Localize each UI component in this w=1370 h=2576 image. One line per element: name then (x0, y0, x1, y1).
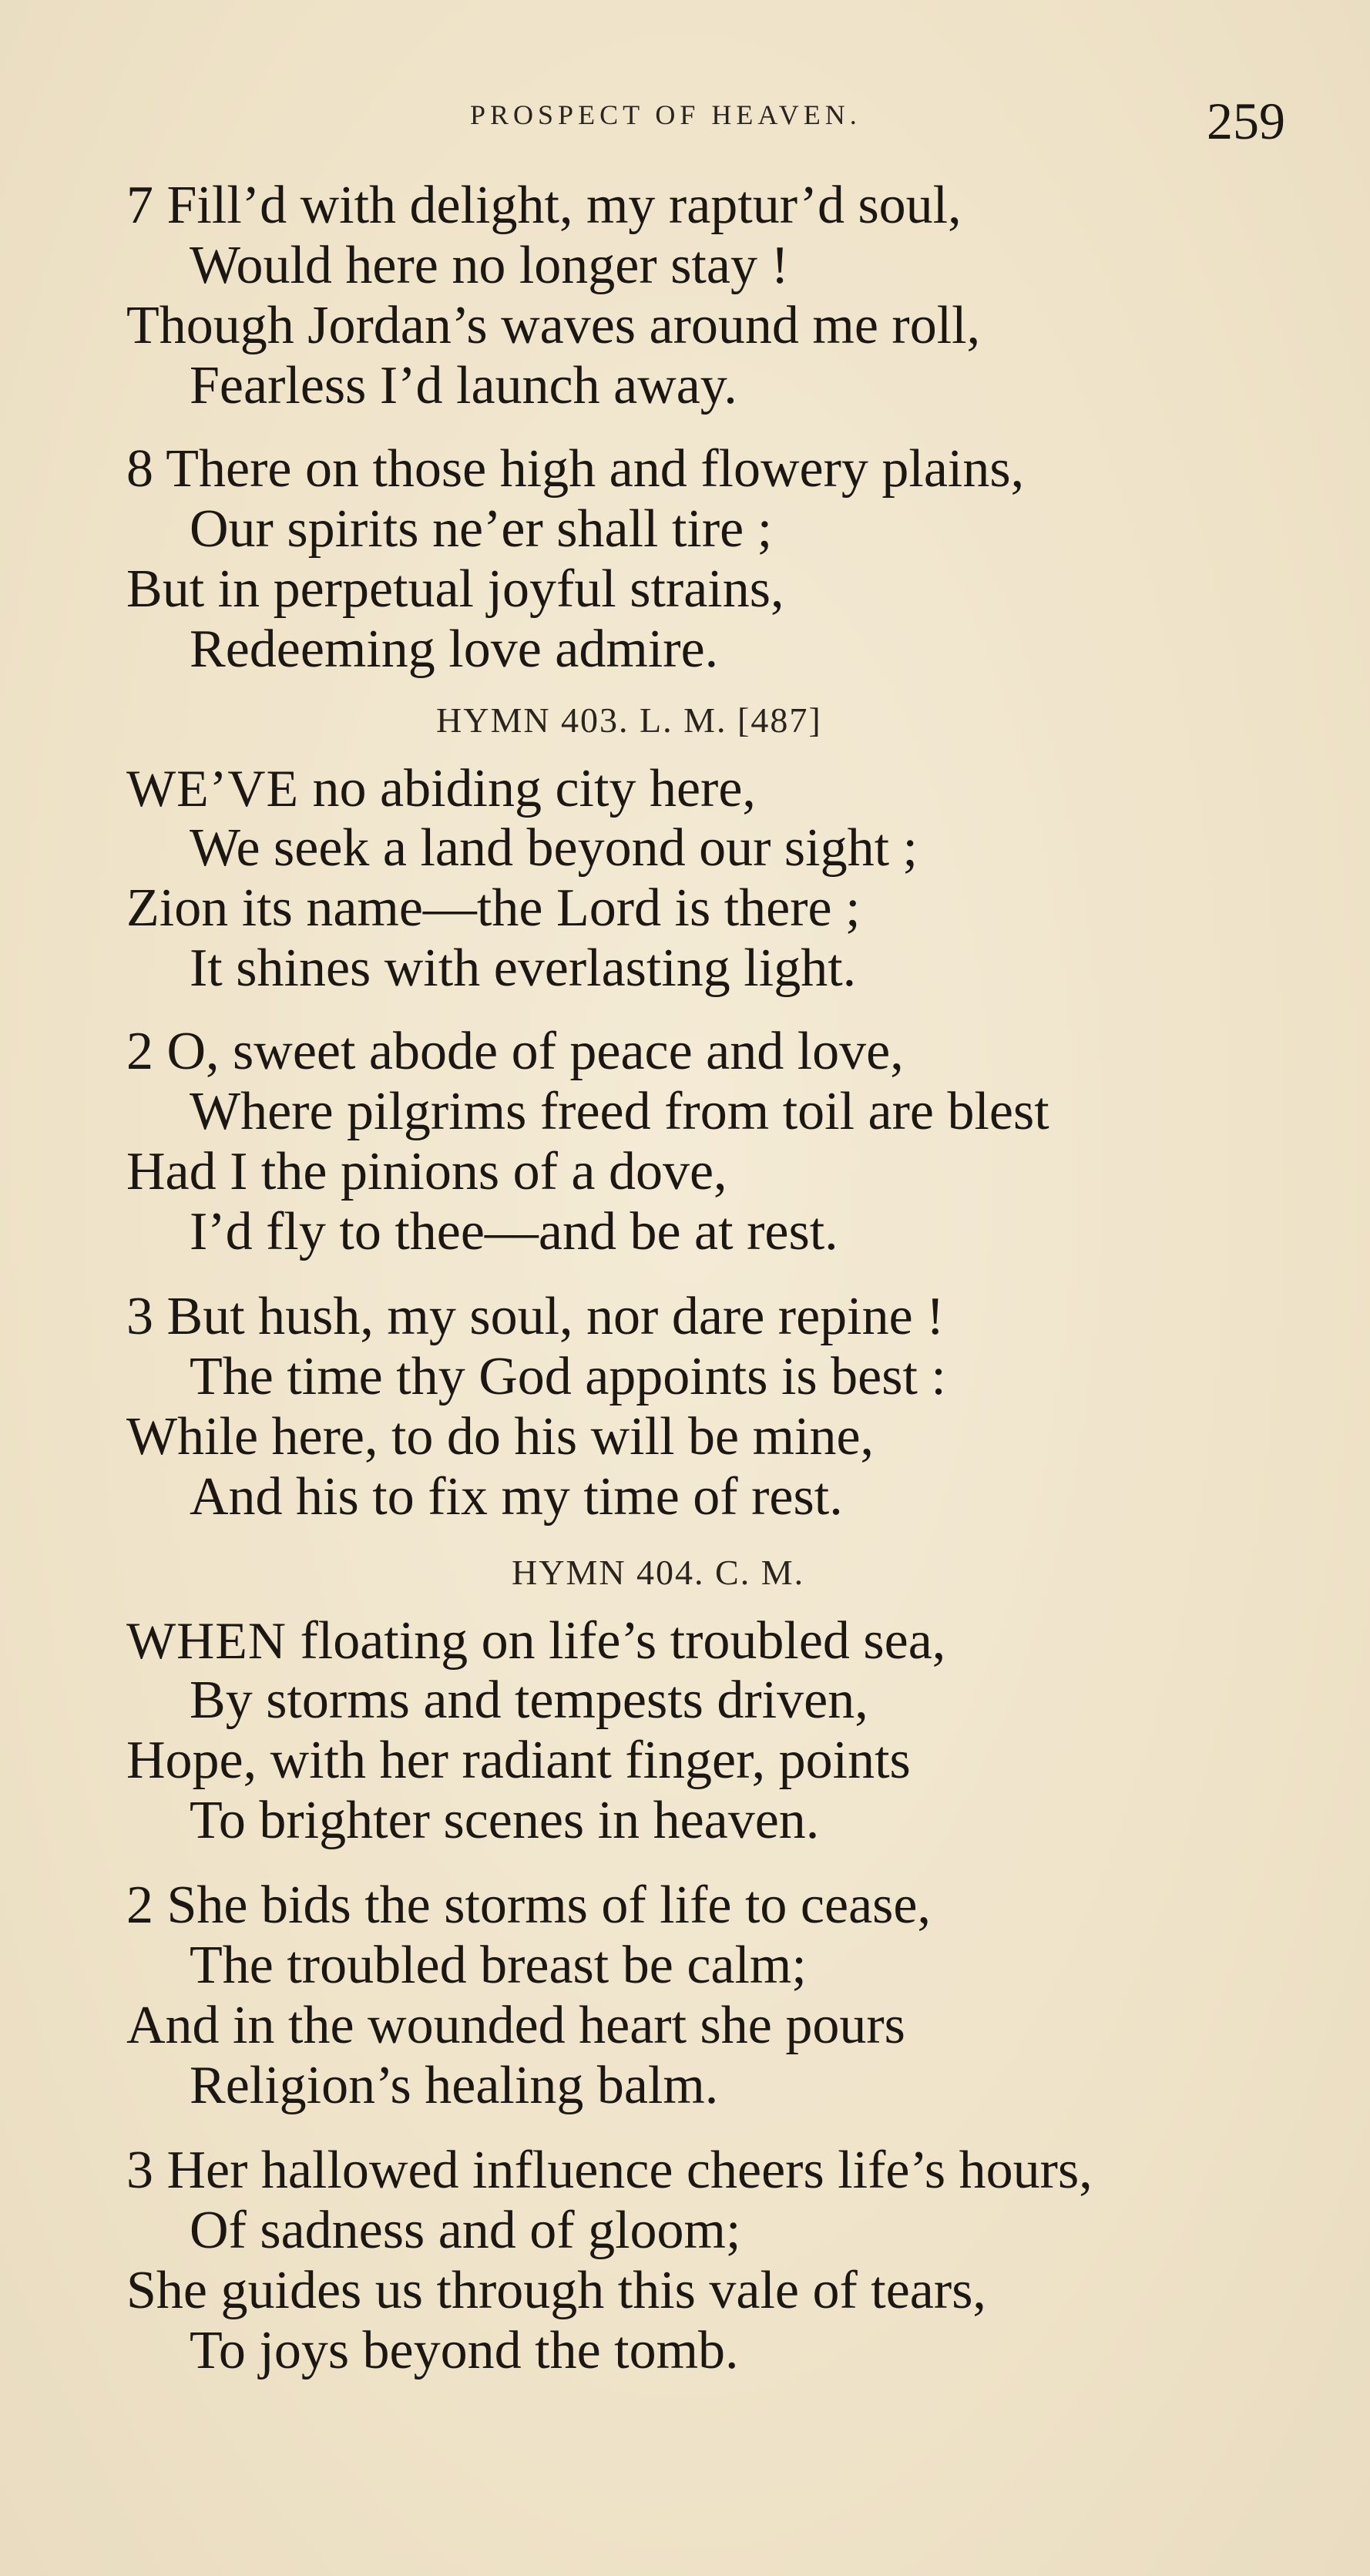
verse-line (126, 758, 756, 819)
verse-line: Zion its name—the Lord is there ; (126, 878, 861, 938)
verse-line: Though Jordan’s waves around me roll, (126, 296, 981, 355)
verse-line (126, 1610, 945, 1671)
hymn-heading: HYMN 403. L. M. [487] (436, 700, 822, 740)
verse-line: 7 Fill’d with delight, my raptur’d soul, (126, 176, 962, 235)
hymn-heading: HYMN 404. C. M. (512, 1553, 805, 1592)
verse-line: Where pilgrims freed from toil are blest (190, 1082, 1049, 1141)
verse-line: 8 There on those high and flowery plains, (126, 439, 1025, 499)
verse-line: By storms and tempests driven, (190, 1671, 868, 1730)
verse-line: I’d fly to thee—and be at rest. (190, 1202, 838, 1261)
verse-line: Religion’s healing balm. (190, 2056, 719, 2115)
verse-line: Fearless I’d launch away. (190, 356, 737, 415)
verse-line: The troubled breast be calm; (190, 1936, 807, 1995)
verse-line: And in the wounded heart she pours (126, 1996, 905, 2055)
verse-line-rest: no abiding city here, (299, 759, 756, 818)
verse-line: Redeeming love admire. (190, 620, 719, 679)
first-word: WE’VE (126, 759, 300, 818)
verse-line: And his to fix my time of rest. (190, 1467, 843, 1526)
verse-line: It shines with everlasting light. (190, 939, 857, 998)
verse-line-rest: floating on life’s troubled sea, (286, 1611, 946, 1671)
verse-line: To joys beyond the tomb. (190, 2321, 739, 2380)
verse-line: The time thy God appoints is best : (190, 1347, 946, 1406)
verse-line: 2 O, sweet abode of peace and love, (126, 1022, 904, 1081)
first-word: WHEN (126, 1611, 287, 1670)
verse-line: We seek a land beyond our sight ; (190, 818, 918, 878)
verse-line: Had I the pinions of a dove, (126, 1142, 727, 1201)
verse-line: Would here no longer stay ! (190, 236, 789, 295)
verse-line: 3 But hush, my soul, nor dare repine ! (126, 1287, 945, 1346)
verse-line: 3 Her hallowed influence cheers life’s hours, (126, 2141, 1093, 2200)
verse-line: She guides us through this vale of tears, (126, 2261, 986, 2320)
verse-line: 2 She bids the storms of life to cease, (126, 1876, 931, 1935)
verse-line: Of sadness and of gloom; (190, 2201, 741, 2260)
page-number: 259 (1207, 92, 1285, 150)
verse-line: While here, to do his will be mine, (126, 1407, 875, 1466)
running-head: PROSPECT OF HEAVEN. (470, 99, 861, 130)
verse-line: To brighter scenes in heaven. (190, 1791, 820, 1850)
verse-line: But in perpetual joyful strains, (126, 559, 784, 619)
verse-line: Hope, with her radiant finger, points (126, 1731, 911, 1790)
verse-line: Our spirits ne’er shall tire ; (190, 499, 773, 559)
